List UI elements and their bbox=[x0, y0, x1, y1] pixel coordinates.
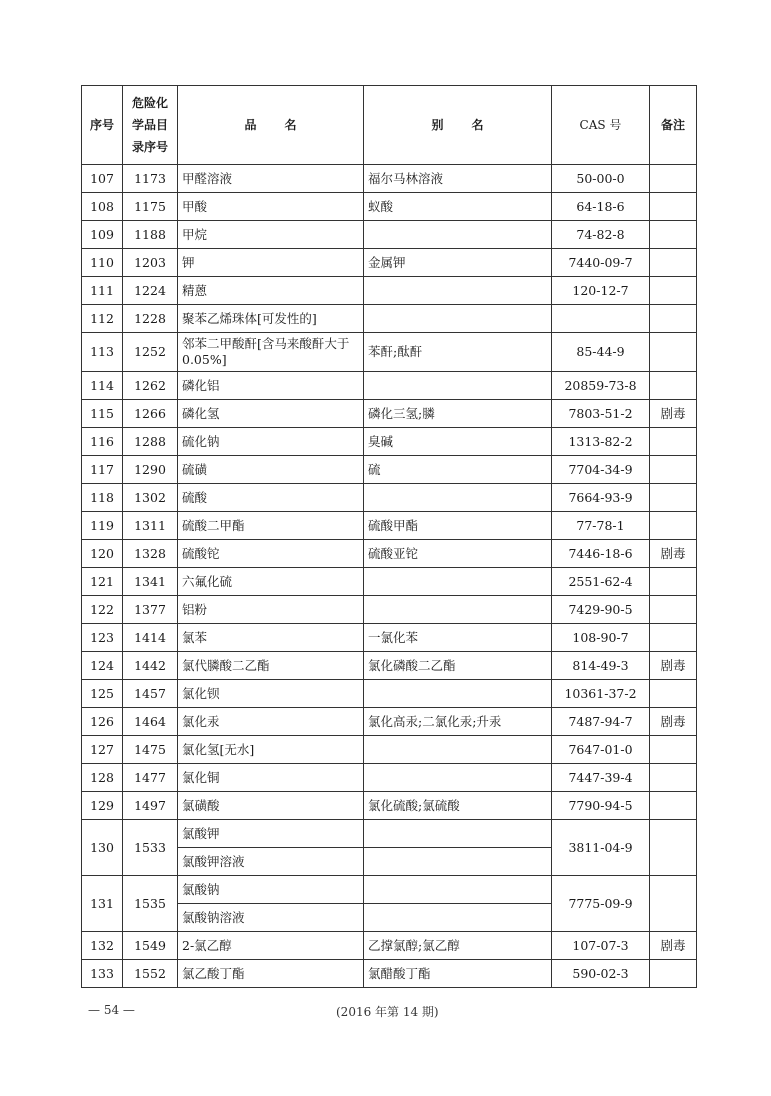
issue-label: (2016 年第 14 期) bbox=[336, 1005, 439, 1019]
row-seq: 128 bbox=[82, 764, 123, 792]
row-catalog-no: 1290 bbox=[123, 456, 178, 484]
row-note bbox=[650, 428, 697, 456]
row-name: 氯化汞 bbox=[178, 708, 364, 736]
row-name: 硫酸二甲酯 bbox=[178, 512, 364, 540]
row-cas: 7790-94-5 bbox=[552, 792, 650, 820]
table-row bbox=[82, 221, 697, 249]
row-name: 氯酸钾溶液 bbox=[178, 848, 364, 876]
table-row bbox=[82, 652, 697, 680]
row-seq: 112 bbox=[82, 305, 123, 333]
table-row bbox=[82, 512, 697, 540]
row-name: 甲醛溶液 bbox=[178, 165, 364, 193]
row-note bbox=[650, 568, 697, 596]
table-row bbox=[82, 305, 697, 333]
row-name: 氯酸钾 bbox=[178, 820, 364, 848]
row-catalog-no: 1549 bbox=[123, 932, 178, 960]
row-name: 磷化氢 bbox=[178, 400, 364, 428]
row-catalog-no: 1173 bbox=[123, 165, 178, 193]
row-alias: 磷化三氢;膦 bbox=[364, 400, 552, 428]
row-note bbox=[650, 624, 697, 652]
table-row bbox=[82, 277, 697, 305]
row-seq: 108 bbox=[82, 193, 123, 221]
row-alias bbox=[364, 596, 552, 624]
table-row bbox=[82, 400, 697, 428]
row-name: 氯磺酸 bbox=[178, 792, 364, 820]
row-seq: 133 bbox=[82, 960, 123, 988]
table-row bbox=[82, 680, 697, 708]
row-catalog-no: 1288 bbox=[123, 428, 178, 456]
row-catalog-no: 1533 bbox=[123, 820, 178, 876]
row-seq: 123 bbox=[82, 624, 123, 652]
row-catalog-no: 1497 bbox=[123, 792, 178, 820]
row-note: 剧毒 bbox=[650, 540, 697, 568]
header-alias-b: 名 bbox=[471, 118, 484, 132]
row-catalog-no: 1552 bbox=[123, 960, 178, 988]
row-alias bbox=[364, 736, 552, 764]
row-name: 氯苯 bbox=[178, 624, 364, 652]
row-catalog-no: 1377 bbox=[123, 596, 178, 624]
row-seq: 124 bbox=[82, 652, 123, 680]
row-catalog-no: 1328 bbox=[123, 540, 178, 568]
row-cas: 7447-39-4 bbox=[552, 764, 650, 792]
row-alias bbox=[364, 221, 552, 249]
row-seq: 113 bbox=[82, 333, 123, 372]
row-cas: 64-18-6 bbox=[552, 193, 650, 221]
row-note: 剧毒 bbox=[650, 932, 697, 960]
header-catalog-no-text: 危险化学品目录序号 bbox=[131, 96, 168, 154]
row-note bbox=[650, 736, 697, 764]
row-alias bbox=[364, 484, 552, 512]
row-note bbox=[650, 596, 697, 624]
row-alias bbox=[364, 904, 552, 932]
header-seq: 序号 bbox=[82, 86, 123, 165]
row-name: 六氟化硫 bbox=[178, 568, 364, 596]
header-alias bbox=[364, 86, 552, 165]
row-note bbox=[650, 372, 697, 400]
table-row bbox=[82, 736, 697, 764]
row-seq: 114 bbox=[82, 372, 123, 400]
table-row bbox=[82, 165, 697, 193]
row-seq: 127 bbox=[82, 736, 123, 764]
row-catalog-no: 1414 bbox=[123, 624, 178, 652]
header-alias-a: 别 bbox=[431, 118, 444, 132]
header-catalog-no bbox=[123, 86, 178, 165]
page-number: — 54 — bbox=[88, 1003, 135, 1017]
row-catalog-no: 1266 bbox=[123, 400, 178, 428]
table-row bbox=[82, 596, 697, 624]
row-seq: 120 bbox=[82, 540, 123, 568]
row-alias: 乙撑氯醇;氯乙醇 bbox=[364, 932, 552, 960]
row-alias: 苯酐;酞酐 bbox=[364, 333, 552, 372]
row-cas: 7775-09-9 bbox=[552, 876, 650, 932]
row-catalog-no: 1302 bbox=[123, 484, 178, 512]
row-catalog-no: 1203 bbox=[123, 249, 178, 277]
row-catalog-no: 1442 bbox=[123, 652, 178, 680]
row-note bbox=[650, 484, 697, 512]
row-name: 硫酸 bbox=[178, 484, 364, 512]
row-name: 氯化钡 bbox=[178, 680, 364, 708]
row-cas: 85-44-9 bbox=[552, 333, 650, 372]
row-note bbox=[650, 277, 697, 305]
row-seq: 107 bbox=[82, 165, 123, 193]
row-catalog-no: 1457 bbox=[123, 680, 178, 708]
row-cas: 107-07-3 bbox=[552, 932, 650, 960]
row-cas: 50-00-0 bbox=[552, 165, 650, 193]
row-alias bbox=[364, 372, 552, 400]
row-alias: 福尔马林溶液 bbox=[364, 165, 552, 193]
row-note bbox=[650, 165, 697, 193]
row-note: 剧毒 bbox=[650, 708, 697, 736]
row-name: 硫酸铊 bbox=[178, 540, 364, 568]
row-alias bbox=[364, 277, 552, 305]
row-name: 氯酸钠 bbox=[178, 876, 364, 904]
row-cas: 1313-82-2 bbox=[552, 428, 650, 456]
row-name: 氯化铜 bbox=[178, 764, 364, 792]
row-note bbox=[650, 249, 697, 277]
row-catalog-no: 1341 bbox=[123, 568, 178, 596]
table-row bbox=[82, 193, 697, 221]
row-seq: 111 bbox=[82, 277, 123, 305]
table-row bbox=[82, 876, 697, 904]
row-name: 磷化铝 bbox=[178, 372, 364, 400]
row-name: 氯代膦酸二乙酯 bbox=[178, 652, 364, 680]
row-cas: 74-82-8 bbox=[552, 221, 650, 249]
row-cas: 7487-94-7 bbox=[552, 708, 650, 736]
row-name: 甲烷 bbox=[178, 221, 364, 249]
row-catalog-no: 1262 bbox=[123, 372, 178, 400]
row-cas: 7446-18-6 bbox=[552, 540, 650, 568]
row-seq: 118 bbox=[82, 484, 123, 512]
row-name: 2-氯乙醇 bbox=[178, 932, 364, 960]
row-cas: 7803-51-2 bbox=[552, 400, 650, 428]
row-cas: 10361-37-2 bbox=[552, 680, 650, 708]
row-note: 剧毒 bbox=[650, 400, 697, 428]
row-cas: 7440-09-7 bbox=[552, 249, 650, 277]
row-cas: 7704-34-9 bbox=[552, 456, 650, 484]
row-catalog-no: 1175 bbox=[123, 193, 178, 221]
row-seq: 130 bbox=[82, 820, 123, 876]
row-seq: 109 bbox=[82, 221, 123, 249]
row-catalog-no: 1224 bbox=[123, 277, 178, 305]
row-catalog-no: 1477 bbox=[123, 764, 178, 792]
table-body bbox=[82, 165, 697, 988]
row-name: 聚苯乙烯珠体[可发性的] bbox=[178, 305, 364, 333]
row-alias: 氯化高汞;二氯化汞;升汞 bbox=[364, 708, 552, 736]
row-catalog-no: 1475 bbox=[123, 736, 178, 764]
row-alias: 臭碱 bbox=[364, 428, 552, 456]
row-alias: 金属钾 bbox=[364, 249, 552, 277]
table-row bbox=[82, 764, 697, 792]
table-row bbox=[82, 484, 697, 512]
row-name: 邻苯二甲酸酐[含马来酸酐大于 0.05%] bbox=[178, 333, 364, 372]
row-catalog-no: 1252 bbox=[123, 333, 178, 372]
table-row bbox=[82, 333, 697, 372]
row-cas: 7664-93-9 bbox=[552, 484, 650, 512]
table-row bbox=[82, 708, 697, 736]
header-name-b: 名 bbox=[284, 118, 297, 132]
header-cas: CAS 号 bbox=[552, 86, 650, 165]
row-name: 氯乙酸丁酯 bbox=[178, 960, 364, 988]
row-note bbox=[650, 876, 697, 932]
row-alias: 氯醋酸丁酯 bbox=[364, 960, 552, 988]
header-name-a: 品 bbox=[244, 118, 257, 132]
row-cas: 590-02-3 bbox=[552, 960, 650, 988]
row-seq: 117 bbox=[82, 456, 123, 484]
row-alias bbox=[364, 876, 552, 904]
row-alias: 硫酸甲酯 bbox=[364, 512, 552, 540]
row-name: 铝粉 bbox=[178, 596, 364, 624]
row-seq: 126 bbox=[82, 708, 123, 736]
table-row bbox=[82, 792, 697, 820]
row-note bbox=[650, 333, 697, 372]
row-catalog-no: 1311 bbox=[123, 512, 178, 540]
row-alias bbox=[364, 820, 552, 848]
row-name: 氯化氢[无水] bbox=[178, 736, 364, 764]
row-catalog-no: 1535 bbox=[123, 876, 178, 932]
row-name: 精蒽 bbox=[178, 277, 364, 305]
row-note: 剧毒 bbox=[650, 652, 697, 680]
row-note bbox=[650, 193, 697, 221]
row-seq: 110 bbox=[82, 249, 123, 277]
hazardous-chemicals-table bbox=[81, 85, 697, 988]
row-note bbox=[650, 820, 697, 876]
row-note bbox=[650, 512, 697, 540]
row-note bbox=[650, 680, 697, 708]
row-note bbox=[650, 792, 697, 820]
row-note bbox=[650, 221, 697, 249]
row-seq: 129 bbox=[82, 792, 123, 820]
row-seq: 121 bbox=[82, 568, 123, 596]
table-row bbox=[82, 372, 697, 400]
row-alias: 氯化磷酸二乙酯 bbox=[364, 652, 552, 680]
table-header-row bbox=[82, 86, 697, 165]
row-cas: 77-78-1 bbox=[552, 512, 650, 540]
row-seq: 115 bbox=[82, 400, 123, 428]
table-row bbox=[82, 249, 697, 277]
header-name bbox=[178, 86, 364, 165]
row-cas: 20859-73-8 bbox=[552, 372, 650, 400]
row-cas bbox=[552, 305, 650, 333]
row-alias bbox=[364, 764, 552, 792]
row-seq: 131 bbox=[82, 876, 123, 932]
row-catalog-no: 1464 bbox=[123, 708, 178, 736]
row-alias bbox=[364, 680, 552, 708]
row-alias bbox=[364, 305, 552, 333]
row-cas: 3811-04-9 bbox=[552, 820, 650, 876]
header-note: 备注 bbox=[650, 86, 697, 165]
row-name: 氯酸钠溶液 bbox=[178, 904, 364, 932]
row-note bbox=[650, 960, 697, 988]
row-name: 硫化钠 bbox=[178, 428, 364, 456]
table-row bbox=[82, 960, 697, 988]
table-row bbox=[82, 820, 697, 848]
row-seq: 125 bbox=[82, 680, 123, 708]
table-row bbox=[82, 456, 697, 484]
row-catalog-no: 1228 bbox=[123, 305, 178, 333]
row-name: 甲酸 bbox=[178, 193, 364, 221]
row-seq: 132 bbox=[82, 932, 123, 960]
row-name: 钾 bbox=[178, 249, 364, 277]
row-alias: 氯化硫酸;氯硫酸 bbox=[364, 792, 552, 820]
row-seq: 116 bbox=[82, 428, 123, 456]
row-alias: 硫 bbox=[364, 456, 552, 484]
row-alias: 蚁酸 bbox=[364, 193, 552, 221]
row-note bbox=[650, 456, 697, 484]
row-cas: 2551-62-4 bbox=[552, 568, 650, 596]
table-row bbox=[82, 932, 697, 960]
row-cas: 120-12-7 bbox=[552, 277, 650, 305]
table-row bbox=[82, 428, 697, 456]
row-alias: 一氯化苯 bbox=[364, 624, 552, 652]
row-note bbox=[650, 305, 697, 333]
row-note bbox=[650, 764, 697, 792]
table-row bbox=[82, 624, 697, 652]
row-name: 硫磺 bbox=[178, 456, 364, 484]
table-row bbox=[82, 540, 697, 568]
row-alias: 硫酸亚铊 bbox=[364, 540, 552, 568]
row-seq: 122 bbox=[82, 596, 123, 624]
row-cas: 814-49-3 bbox=[552, 652, 650, 680]
table-row bbox=[82, 568, 697, 596]
row-cas: 7647-01-0 bbox=[552, 736, 650, 764]
row-alias bbox=[364, 568, 552, 596]
row-catalog-no: 1188 bbox=[123, 221, 178, 249]
row-alias bbox=[364, 848, 552, 876]
row-cas: 108-90-7 bbox=[552, 624, 650, 652]
row-seq: 119 bbox=[82, 512, 123, 540]
row-cas: 7429-90-5 bbox=[552, 596, 650, 624]
